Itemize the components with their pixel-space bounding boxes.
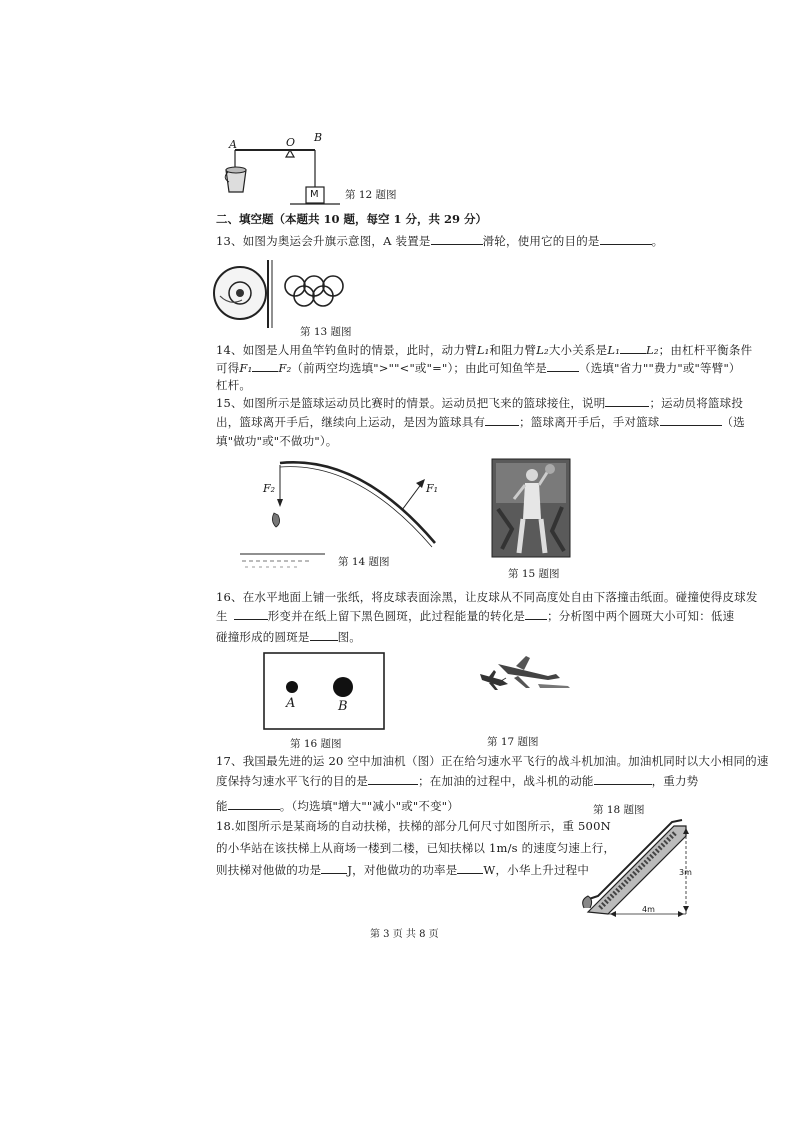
- q18-line3-c: W，小华上升过程中: [483, 863, 590, 877]
- q13-blank-1[interactable]: [431, 233, 483, 245]
- fig12-lever-diagram: [220, 130, 350, 210]
- fig18-dim-width: 4m: [642, 905, 655, 914]
- q17-blank-3[interactable]: [228, 798, 280, 810]
- q16-line3-a: 碰撞形成的圆斑是: [216, 630, 310, 644]
- q14-line1: [216, 342, 752, 358]
- q15-line1-b: ；运动员将篮球投: [649, 396, 744, 410]
- q16-blank-1[interactable]: [234, 608, 268, 620]
- q15-blank-2[interactable]: [485, 414, 519, 426]
- q14-blank-1[interactable]: [620, 342, 646, 354]
- q14-symbol-f2: F₂: [278, 361, 292, 375]
- q15-blank-3[interactable]: [660, 414, 722, 426]
- q13-blank-2[interactable]: [600, 233, 652, 245]
- q18-line1: 18.如图所示是某商场的自动扶梯，扶梯的部分几何尺寸如图所示，重 500N: [216, 819, 611, 833]
- q14-line1-a: 14、如图是人用鱼竿钓鱼时的情景，此时，动力臂: [216, 343, 477, 357]
- q14-line1-c: 大小关系是: [548, 343, 608, 357]
- q18-line3-a: 则扶梯对他做的功是: [216, 863, 322, 877]
- q17-line2: [216, 773, 698, 789]
- q18-line2: 的小华站在该扶梯上从商场一楼到二楼，已知扶梯以 1m/s 的速度匀速上行，: [216, 841, 616, 855]
- q15-line1: [216, 395, 743, 411]
- fig14-label-f2: F₂: [263, 482, 276, 495]
- fig12-label-b: B: [314, 131, 323, 144]
- fig14-label-f1: F₁: [426, 482, 439, 495]
- fig12-caption: 第 12 题图: [345, 189, 397, 201]
- q14-symbol-l2b: L₂: [646, 343, 659, 357]
- q17-line3-b: 。（均选填"增大""减小"或"不变"）: [279, 799, 459, 813]
- q14-line2-b: （前两空均选填">""<"或"="）；由此可知鱼竿是: [291, 361, 547, 375]
- q15-line2: [216, 414, 745, 430]
- q17-blank-1[interactable]: [368, 773, 418, 785]
- fig16-spots-diagram: [263, 652, 385, 730]
- q14-symbol-f1: F₁: [239, 361, 253, 375]
- q15-blank-1[interactable]: [605, 395, 649, 407]
- fig15-basketball-photo: [492, 459, 570, 557]
- q13-text: [216, 233, 663, 249]
- fig18-caption: 第 18 题图: [593, 804, 645, 816]
- q16-line1: 16、在水平地面上铺一张纸，将皮球表面涂黑，让皮球从不同高度处自由下落撞击纸面。碰撞使得皮球发: [216, 590, 758, 604]
- q16-line2-b: 形变并在纸上留下黑色圆斑，此过程能量的转化是: [267, 609, 526, 623]
- q17-line2-b: ；在加油的过程中，战斗机的动能: [418, 774, 594, 788]
- q14-line2-a: 可得: [216, 361, 240, 375]
- page-footer: 第 3 页 共 8 页: [370, 929, 439, 940]
- q14-line1-b: 和阻力臂: [489, 343, 537, 357]
- fig16-spot-a: [286, 681, 298, 693]
- fig12-label-o: O: [286, 136, 296, 149]
- q14-line2-c: （选填"省力""费力"或"等臂"）: [579, 361, 741, 375]
- q13-text-a: 13、如图为奥运会升旗示意图，A 装置是: [216, 234, 431, 248]
- q17-line2-a: 度保持匀速水平飞行的目的是: [216, 774, 369, 788]
- q17-line1: 17、我国最先进的运 20 空中加油机（图）正在给匀速水平飞行的战斗机加油。加油机同时以大小相同的速: [216, 754, 769, 768]
- fig13-caption: 第 13 题图: [300, 326, 352, 338]
- q14-symbol-l1b: L₁: [607, 343, 621, 357]
- q16-line2-c: ；分析图中两个圆斑大小可知：低速: [547, 609, 735, 623]
- q17-line2-c: ，重力势: [651, 774, 699, 788]
- q15-line2-a: 出，篮球离开手后，继续向上运动，是因为篮球具有: [216, 415, 486, 429]
- q14-symbol-l1: L₁: [476, 343, 490, 357]
- fig12-label-a: A: [229, 138, 237, 151]
- fig16-label-a: A: [286, 696, 296, 711]
- q17-blank-2[interactable]: [594, 773, 652, 785]
- fig16-caption: 第 16 题图: [290, 738, 342, 750]
- q16-blank-2[interactable]: [525, 608, 547, 620]
- q14-blank-3[interactable]: [547, 360, 579, 372]
- q18-blank-2[interactable]: [457, 862, 483, 874]
- q17-line3-a: 能: [216, 799, 228, 813]
- q18-line3-b: J，对他做功的功率是: [347, 863, 458, 877]
- q15-line2-c: （选: [721, 415, 745, 429]
- q17-line3: [216, 798, 459, 814]
- q15-line2-b: ；篮球离开手后，手对篮球: [519, 415, 660, 429]
- q18-line3: [216, 862, 589, 878]
- q14-blank-2[interactable]: [252, 360, 278, 372]
- q13-text-c: 。: [651, 234, 664, 248]
- fig16-spot-b: [333, 677, 353, 697]
- fig17-refueling-aircraft: [478, 654, 573, 704]
- section2-heading: 二、填空题（本题共 10 题，每空 1 分，共 29 分）: [216, 212, 488, 226]
- q14-line1-f: ；由杠杆平衡条件: [658, 343, 753, 357]
- q14-line3: 杠杆。: [216, 378, 252, 392]
- fig15-caption: 第 15 题图: [508, 568, 560, 580]
- fig12-label-m: M: [310, 189, 319, 200]
- q14-symbol-l2: L₂: [536, 343, 549, 357]
- fig13-flag-raising-diagram: [212, 258, 362, 333]
- q16-line2-a: 生: [216, 609, 228, 623]
- fig18-dim-height: 3m: [679, 868, 692, 877]
- q16-blank-3[interactable]: [310, 629, 338, 641]
- q15-line1-a: 15、如图所示是篮球运动员比赛时的情景。运动员把飞来的篮球接住，说明: [216, 396, 606, 410]
- q14-line2: [216, 360, 741, 376]
- q16-line3-b: 图。: [337, 630, 362, 644]
- q15-line3: 填"做功"或"不做功"）。: [216, 434, 338, 448]
- q13-text-b: 滑轮，使用它的目的是: [482, 234, 600, 248]
- q18-blank-1[interactable]: [321, 862, 347, 874]
- q16-line2: [216, 608, 734, 624]
- fig17-caption: 第 17 题图: [487, 736, 539, 748]
- q16-line3: [216, 629, 361, 645]
- fig14-caption: 第 14 题图: [338, 556, 390, 568]
- fig16-label-b: B: [338, 699, 348, 714]
